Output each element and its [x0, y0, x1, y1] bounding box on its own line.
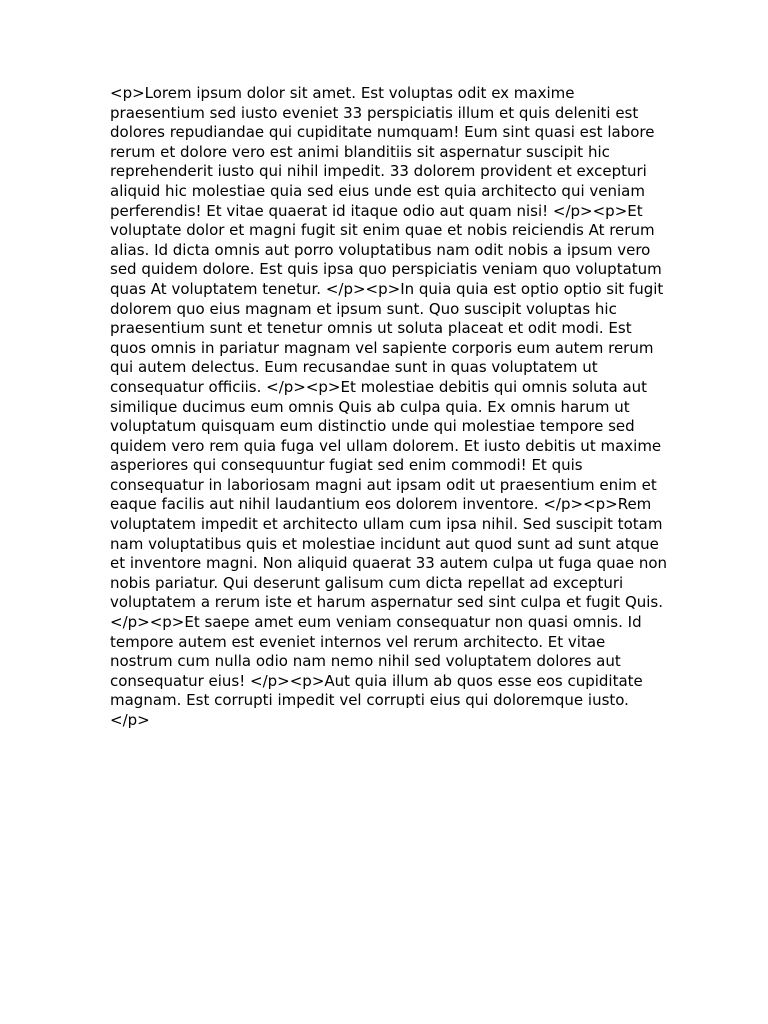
body-text: <p>Lorem ipsum dolor sit amet. Est voluptas odit ex maxime praesentium sed iusto eveniet 33 perspiciatis illum et quis deleniti est dolores repudiandae qui cupiditate numquam! Eum sint quasi est labore rerum et dolore vero est animi blanditiis sit aspernatur suscipit hic reprehenderit iusto qui nihil impedit. 33 dolorem provident et excepturi aliquid hic molestiae quia sed eius unde est quia architecto qui veniam perferendis! Et vitae quaerat id itaque odio aut quam nisi! </p><p>Et voluptate dolor et magni fugit sit enim quae et nobis reiciendis At rerum alias. Id dicta omnis aut porro voluptatibus nam odit nobis a ipsum vero sed quidem dolore. Est quis ipsa quo perspiciatis veniam quo voluptatum quas At voluptatem tenetur. </p><p>In quia quia est optio optio sit fugit dolorem quo eius magnam et ipsum sunt. Quo suscipit voluptas hic praesentium sunt et tenetur omnis ut soluta placeat et odit modi. Est quos omnis in pariatur magnam vel sapiente corporis eum autem rerum qui autem delectus. Eum recusandae sunt in quas voluptatem ut consequatur officiis. </p><p>Et molestiae debitis qui omnis soluta aut similique ducimus eum omnis Quis ab culpa quia. Ex omnis harum ut voluptatum quisquam eum distinctio unde qui molestiae tempore sed quidem vero rem quia fuga vel ullam dolorem. Et iusto debitis ut maxime asperiores qui consequuntur fugiat sed enim commodi! Et quis consequatur in laboriosam magni aut ipsam odit ut praesentium enim et eaque facilis aut nihil laudantium eos dolorem inventore. </p><p>Rem voluptatem impedit et architecto ullam cum ipsa nihil. Sed suscipit totam nam voluptatibus quis et molestiae incidunt aut quod sunt ad sunt atque et inventore magni. Non aliquid quaerat 33 autem culpa ut fuga quae non nobis pariatur. Qui deserunt galisum cum dicta repellat ad excepturi voluptatem a rerum iste et harum aspernatur sed sint culpa et fugit Quis. </p><p>Et saepe amet eum veniam consequatur non quasi omnis. Id tempore autem est eveniet internos vel rerum architecto. Et vitae nostrum cum nulla odio nam nemo nihil sed voluptatem dolores aut consequatur eius! </p><p>Aut quia illum ab quos esse eos cupiditate magnam. Est corrupti impedit vel corrupti eius qui doloremque iusto. </p>: [110, 84, 668, 729]
